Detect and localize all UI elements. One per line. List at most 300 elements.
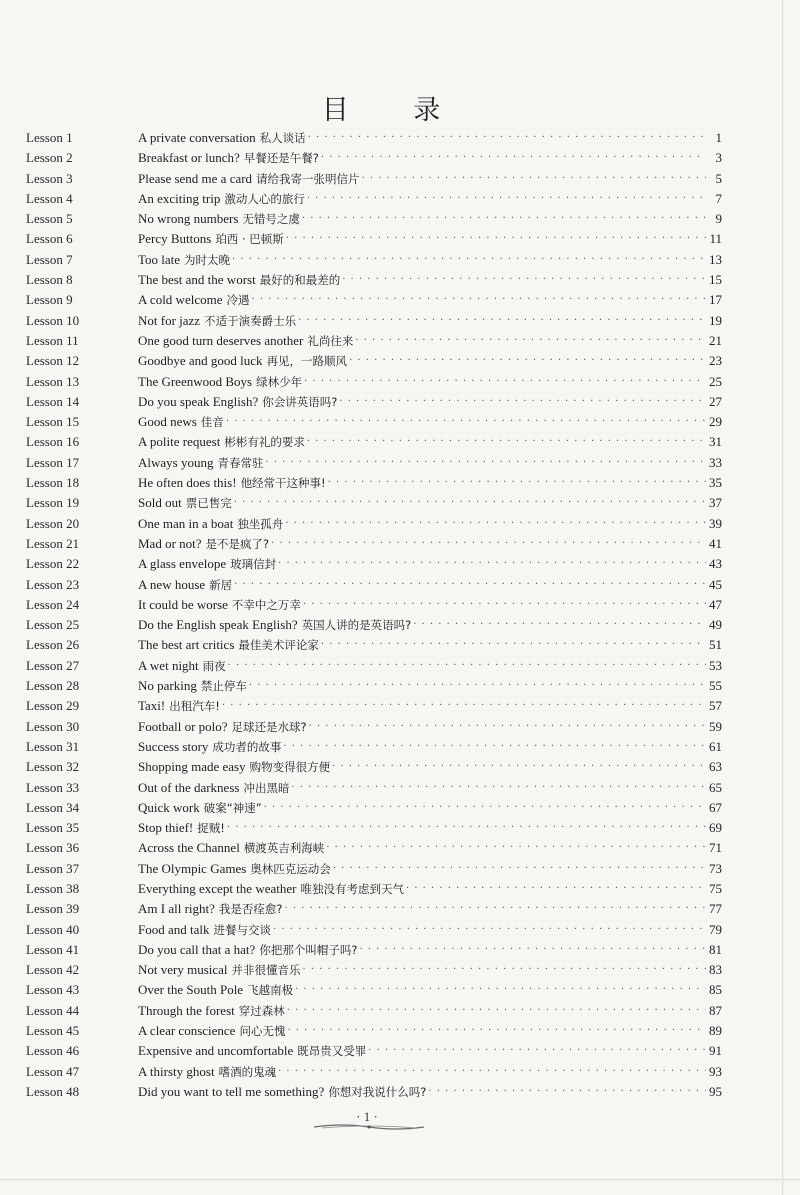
- dot-leader: [355, 331, 706, 351]
- lesson-title-english: One man in a boat: [138, 515, 234, 531]
- page-reference: 31: [709, 434, 722, 450]
- lesson-entry: [138, 250, 722, 270]
- toc-row: [26, 189, 722, 209]
- lesson-number: Lesson 2: [26, 150, 73, 166]
- lesson-entry: [138, 980, 722, 1000]
- lesson-title-chinese: 新居: [209, 577, 233, 592]
- lesson-title-chinese: 私人谈话: [259, 131, 306, 145]
- lesson-title-chinese: 既昂贵又受罪: [297, 1044, 367, 1059]
- toc-row: [26, 270, 722, 290]
- toc-row: [26, 331, 722, 351]
- dot-leader: [413, 615, 706, 635]
- dot-leader: [286, 229, 706, 249]
- lesson-entry: [138, 534, 722, 554]
- lesson-entry: [138, 595, 722, 615]
- lesson-title-english: The Olympic Games: [138, 860, 247, 876]
- lesson-title-english: Sold out: [138, 495, 182, 511]
- page-reference: 11: [709, 231, 722, 247]
- dot-leader: [302, 209, 706, 229]
- dot-leader: [428, 1082, 706, 1102]
- lesson-number: Lesson 5: [26, 211, 73, 227]
- dot-leader: [234, 575, 706, 595]
- toc-row: [26, 392, 722, 412]
- lesson-number: Lesson 18: [26, 475, 80, 491]
- lesson-title-chinese: 青春常驻: [217, 455, 264, 470]
- lesson-entry: [138, 798, 722, 818]
- lesson-number: Lesson 10: [26, 312, 80, 328]
- lesson-entry: [138, 920, 722, 940]
- toc-row: [26, 290, 722, 310]
- lesson-entry: [138, 656, 722, 676]
- toc-row: [26, 1021, 722, 1041]
- dot-leader: [333, 859, 706, 879]
- lesson-title-english: Football or polo?: [138, 718, 228, 734]
- toc-row: [26, 899, 722, 919]
- dot-leader: [291, 778, 706, 798]
- page-reference: 95: [709, 1083, 722, 1099]
- lesson-title-english: Am I all right?: [138, 901, 215, 917]
- lesson-title-chinese: 他经常干这种事!: [240, 476, 326, 491]
- lesson-title-english: Good news: [138, 414, 197, 430]
- dot-leader: [285, 899, 706, 919]
- page-reference: 23: [709, 353, 722, 369]
- lesson-number: Lesson 33: [26, 779, 80, 795]
- page-reference: 41: [709, 535, 722, 551]
- lesson-number: Lesson 3: [26, 170, 73, 186]
- lesson-number: Lesson 45: [26, 1023, 80, 1039]
- toc-row: [26, 595, 722, 615]
- lesson-entry: [138, 270, 722, 290]
- dot-leader: [309, 717, 706, 737]
- lesson-number: Lesson 19: [26, 495, 80, 511]
- page-reference: 47: [709, 596, 722, 612]
- table-of-contents: [26, 128, 722, 1102]
- dot-leader: [234, 493, 706, 513]
- lesson-entry: [138, 412, 722, 432]
- lesson-number: Lesson 46: [26, 1043, 80, 1059]
- page-reference: 89: [709, 1023, 722, 1039]
- lesson-title-chinese: 不适于演奏爵士乐: [204, 313, 297, 328]
- toc-row: [26, 148, 722, 168]
- lesson-title-chinese: 是不是疯了?: [205, 536, 270, 551]
- lesson-entry: [138, 575, 722, 595]
- toc-row: [26, 432, 722, 452]
- lesson-title-chinese: 你把那个叫帽子吗?: [259, 942, 358, 957]
- page-reference: 53: [709, 657, 722, 673]
- lesson-number: Lesson 9: [26, 292, 73, 308]
- lesson-title-english: Percy Buttons: [138, 231, 212, 247]
- lesson-title-english: Do you call that a hat?: [138, 941, 256, 957]
- lesson-entry: [138, 859, 722, 879]
- page-reference: 85: [709, 982, 722, 998]
- lesson-title-chinese: 我是否痊愈?: [218, 902, 283, 917]
- lesson-title-english: Taxi!: [138, 698, 166, 714]
- lesson-title-chinese: 请给我寄一张明信片: [256, 171, 360, 186]
- lesson-title-chinese: 禁止停车: [200, 679, 247, 694]
- lesson-title-chinese: 横渡英吉利海峡: [243, 841, 325, 856]
- lesson-number: Lesson 37: [26, 860, 80, 876]
- page-reference: 27: [709, 393, 722, 409]
- lesson-title-english: Stop thief!: [138, 820, 194, 836]
- page-reference: 21: [709, 332, 722, 348]
- dot-leader: [271, 534, 706, 554]
- page-reference: 35: [709, 475, 722, 491]
- lesson-title-english: The best art critics: [138, 637, 235, 653]
- lesson-number: Lesson 31: [26, 738, 80, 754]
- dot-leader: [303, 960, 706, 980]
- toc-row: [26, 879, 722, 899]
- page-edge-right: [782, 0, 784, 1195]
- lesson-title-chinese: 珀西 · 巴顿斯: [215, 232, 284, 247]
- lesson-number: Lesson 25: [26, 617, 80, 633]
- toc-row: [26, 372, 722, 392]
- lesson-title-english: Breakfast or lunch?: [138, 150, 240, 166]
- page-reference: 3: [715, 150, 722, 166]
- toc-row: [26, 656, 722, 676]
- lesson-title-english: A cold welcome: [138, 292, 223, 308]
- lesson-entry: [138, 189, 722, 209]
- page-reference: 51: [709, 637, 722, 653]
- lesson-title-english: Did you want to tell me something?: [138, 1083, 325, 1099]
- lesson-entry: [138, 128, 722, 148]
- lesson-title-english: A private conversation: [138, 130, 256, 145]
- lesson-entry: [138, 818, 722, 838]
- dot-leader: [227, 818, 706, 838]
- lesson-entry: [138, 1062, 722, 1082]
- toc-row: [26, 514, 722, 534]
- lesson-entry: [138, 392, 722, 412]
- lesson-number: Lesson 30: [26, 718, 80, 734]
- page-reference: 81: [709, 941, 722, 957]
- page-reference: 33: [709, 454, 722, 470]
- lesson-title-english: Over the South Pole: [138, 982, 244, 998]
- lesson-title-english: One good turn deserves another: [138, 332, 304, 348]
- dot-leader: [304, 372, 706, 392]
- lesson-title-chinese: 早餐还是午餐?: [243, 151, 319, 166]
- lesson-title-english: Do the English speak English?: [138, 617, 298, 633]
- dot-leader: [349, 351, 706, 371]
- page-reference: 57: [709, 698, 722, 714]
- toc-row: [26, 696, 722, 716]
- lesson-title-english: Across the Channel: [138, 840, 240, 856]
- lesson-title-chinese: 玻璃信封: [230, 557, 277, 572]
- lesson-title-english: Quick work: [138, 799, 200, 815]
- lesson-title-chinese: 冷遇: [226, 293, 250, 308]
- lesson-number: Lesson 20: [26, 515, 80, 531]
- page-reference: 15: [709, 272, 722, 288]
- lesson-title-chinese: 出租汽车!: [169, 699, 220, 714]
- page-reference: 91: [709, 1043, 722, 1059]
- page-reference: 65: [709, 779, 722, 795]
- lesson-title-chinese: 进餐与交谈: [213, 922, 271, 937]
- lesson-title-english: The best and the worst: [138, 272, 256, 288]
- lesson-title-english: A new house: [138, 576, 206, 592]
- lesson-number: Lesson 27: [26, 657, 80, 673]
- dot-leader: [226, 412, 706, 432]
- page-reference: 93: [709, 1063, 722, 1079]
- lesson-title-chinese: 激动人心的旅行: [224, 191, 305, 206]
- lesson-number: Lesson 6: [26, 231, 73, 247]
- page-number: · 1 ·: [356, 1109, 378, 1124]
- lesson-entry: [138, 676, 722, 696]
- toc-row: [26, 351, 722, 371]
- page-reference: 55: [709, 678, 722, 694]
- lesson-entry: [138, 1082, 722, 1102]
- toc-row: [26, 1082, 722, 1102]
- lesson-entry: [138, 960, 722, 980]
- lesson-title-chinese: 穿过森林: [238, 1003, 285, 1018]
- toc-row: [26, 311, 722, 331]
- lesson-entry: [138, 311, 722, 331]
- lesson-title-english: It could be worse: [138, 596, 228, 612]
- lesson-title-english: A thirsty ghost: [138, 1063, 215, 1079]
- lesson-title-english: Do you speak English?: [138, 393, 259, 409]
- lesson-title-chinese: 英国人讲的是英语吗?: [301, 618, 412, 633]
- lesson-entry: [138, 514, 722, 534]
- lesson-title-english: He often does this!: [138, 475, 237, 491]
- lesson-entry: [138, 453, 722, 473]
- dot-leader: [283, 737, 706, 757]
- footer-ornament-icon: [312, 1120, 426, 1132]
- page-reference: 19: [709, 312, 722, 328]
- page-reference: 5: [715, 170, 722, 186]
- toc-row: [26, 818, 722, 838]
- lesson-title-chinese: 为时太晚: [184, 252, 231, 267]
- lesson-title-chinese: 最好的和最差的: [259, 273, 341, 288]
- page-reference: 43: [709, 556, 722, 572]
- lesson-number: Lesson 48: [26, 1083, 80, 1099]
- lesson-title-chinese: 飞越南极: [247, 983, 294, 998]
- page-reference: 75: [709, 880, 722, 896]
- lesson-title-english: A wet night: [138, 657, 199, 673]
- toc-row: [26, 980, 722, 1000]
- lesson-title-chinese: 无错号之虞: [242, 212, 300, 227]
- toc-row: [26, 575, 722, 595]
- toc-row: [26, 920, 722, 940]
- dot-leader: [273, 920, 706, 940]
- lesson-entry: [138, 778, 722, 798]
- lesson-number: Lesson 4: [26, 190, 73, 206]
- lesson-entry: [138, 615, 722, 635]
- toc-row: [26, 737, 722, 757]
- lesson-title-chinese: 不幸中之万幸: [231, 597, 301, 612]
- page-reference: 7: [715, 190, 722, 206]
- dot-leader: [287, 1021, 706, 1041]
- dot-leader: [328, 473, 706, 493]
- lesson-title-chinese: 再见，一路顺风: [266, 354, 348, 369]
- lesson-entry: [138, 473, 722, 493]
- lesson-entry: [138, 372, 722, 392]
- lesson-title-chinese: 你想对我说什么吗?: [328, 1084, 427, 1099]
- lesson-entry: [138, 838, 722, 858]
- toc-row: [26, 493, 722, 513]
- lesson-title-english: Not very musical: [138, 962, 228, 978]
- lesson-number: Lesson 47: [26, 1063, 80, 1079]
- lesson-title-chinese: 破案“神速”: [203, 800, 262, 815]
- page-reference: 67: [709, 799, 722, 815]
- dot-leader: [326, 838, 706, 858]
- lesson-title-english: A polite request: [138, 434, 221, 450]
- page-reference: 69: [709, 820, 722, 836]
- lesson-entry: [138, 351, 722, 371]
- lesson-title-english: Goodbye and good luck: [138, 353, 263, 369]
- lesson-number: Lesson 26: [26, 637, 80, 653]
- lesson-title-chinese: 票已售完: [185, 496, 232, 511]
- lesson-entry: [138, 229, 722, 249]
- lesson-title-english: Mad or not?: [138, 535, 202, 551]
- lesson-entry: [138, 290, 722, 310]
- lesson-entry: [138, 148, 722, 168]
- lesson-title-chinese: 绿林少年: [256, 374, 303, 389]
- lesson-entry: [138, 879, 722, 899]
- lesson-number: Lesson 34: [26, 799, 80, 815]
- dot-leader: [278, 1062, 706, 1082]
- lesson-entry: [138, 899, 722, 919]
- dot-leader: [222, 696, 706, 716]
- dot-leader: [368, 1041, 706, 1061]
- lesson-number: Lesson 23: [26, 576, 80, 592]
- page-reference: 1: [715, 130, 722, 145]
- lesson-number: Lesson 32: [26, 759, 80, 775]
- lesson-title-english: No wrong numbers: [138, 211, 239, 227]
- dot-leader: [264, 798, 706, 818]
- page-reference: 87: [709, 1002, 722, 1018]
- lesson-title-chinese: 奥林匹克运动会: [250, 861, 331, 876]
- lesson-number: Lesson 35: [26, 820, 80, 836]
- dot-leader: [298, 311, 706, 331]
- toc-row: [26, 534, 722, 554]
- lesson-entry: [138, 635, 722, 655]
- lesson-title-chinese: 最佳美术评论家: [238, 638, 319, 653]
- lesson-number: Lesson 44: [26, 1002, 80, 1018]
- toc-row: [26, 757, 722, 777]
- lesson-number: Lesson 21: [26, 535, 80, 551]
- page-reference: 77: [709, 901, 722, 917]
- dot-leader: [321, 148, 706, 168]
- lesson-title-english: Everything except the weather: [138, 880, 297, 896]
- lesson-entry: [138, 1021, 722, 1041]
- lesson-title-chinese: 你会讲英语吗?: [262, 394, 338, 409]
- lesson-title-english: Success story: [138, 738, 209, 754]
- page-reference: 63: [709, 759, 722, 775]
- dot-leader: [278, 554, 706, 574]
- lesson-title-chinese: 购物变得很方便: [249, 760, 331, 775]
- lesson-title-english: Please send me a card: [138, 170, 253, 186]
- toc-row: [26, 473, 722, 493]
- toc-row: [26, 209, 722, 229]
- lesson-title-english: A clear conscience: [138, 1023, 236, 1039]
- dot-leader: [308, 128, 706, 148]
- toc-row: [26, 838, 722, 858]
- lesson-title-english: Expensive and uncomfortable: [138, 1043, 294, 1059]
- lesson-number: Lesson 24: [26, 596, 80, 612]
- toc-row: [26, 412, 722, 432]
- lesson-entry: [138, 717, 722, 737]
- lesson-number: Lesson 13: [26, 373, 80, 389]
- lesson-number: Lesson 12: [26, 353, 80, 369]
- lesson-title-chinese: 成功者的故事: [212, 739, 282, 754]
- toc-row: [26, 229, 722, 249]
- page-title: 目 录: [321, 95, 469, 126]
- page-reference: 25: [709, 373, 722, 389]
- toc-row: [26, 635, 722, 655]
- lesson-number: Lesson 39: [26, 901, 80, 917]
- lesson-title-english: No parking: [138, 678, 197, 694]
- lesson-title-english: A glass envelope: [138, 556, 227, 572]
- lesson-entry: [138, 493, 722, 513]
- lesson-number: Lesson 17: [26, 454, 80, 470]
- lesson-number: Lesson 8: [26, 272, 73, 288]
- lesson-number: Lesson 29: [26, 698, 80, 714]
- lesson-entry: [138, 737, 722, 757]
- dot-leader: [339, 392, 706, 412]
- lesson-number: Lesson 40: [26, 921, 80, 937]
- dot-leader: [307, 189, 706, 209]
- lesson-number: Lesson 43: [26, 982, 80, 998]
- lesson-entry: [138, 432, 722, 452]
- lesson-entry: [138, 757, 722, 777]
- dot-leader: [342, 270, 706, 290]
- dot-leader: [232, 250, 706, 270]
- toc-row: [26, 798, 722, 818]
- lesson-number: Lesson 38: [26, 880, 80, 896]
- page-reference: 39: [709, 515, 722, 531]
- lesson-title-chinese: 彬彬有礼的要求: [224, 435, 305, 450]
- page-edge-bottom: [0, 1179, 800, 1181]
- dot-leader: [228, 656, 706, 676]
- lesson-title-chinese: 佳音: [200, 415, 224, 430]
- lesson-title-english: Always young: [138, 454, 214, 470]
- lesson-entry: [138, 169, 722, 189]
- page-reference: 73: [709, 860, 722, 876]
- page-reference: 83: [709, 962, 722, 978]
- page-reference: 37: [709, 495, 722, 511]
- lesson-number: Lesson 14: [26, 393, 80, 409]
- page-reference: 45: [709, 576, 722, 592]
- dot-leader: [295, 980, 706, 1000]
- dot-leader: [321, 635, 706, 655]
- toc-row: [26, 128, 722, 148]
- page-reference: 59: [709, 718, 722, 734]
- lesson-title-chinese: 嗜酒的鬼魂: [218, 1064, 277, 1079]
- lesson-title-chinese: 捉贼!: [197, 821, 225, 836]
- lesson-title-chinese: 冲出黑暗: [243, 780, 290, 795]
- lesson-entry: [138, 331, 722, 351]
- toc-row: [26, 859, 722, 879]
- dot-leader: [307, 432, 706, 452]
- page-reference: 79: [709, 921, 722, 937]
- page-reference: 17: [709, 292, 722, 308]
- lesson-title-english: The Greenwood Boys: [138, 373, 253, 389]
- toc-row: [26, 717, 722, 737]
- dot-leader: [359, 940, 706, 960]
- toc-row: [26, 1041, 722, 1061]
- lesson-number: Lesson 28: [26, 678, 80, 694]
- lesson-title-chinese: 并非很懂音乐: [231, 963, 301, 978]
- lesson-title-chinese: 独坐孤舟: [237, 516, 284, 531]
- toc-row: [26, 1062, 722, 1082]
- dot-leader: [287, 1001, 706, 1021]
- lesson-number: Lesson 42: [26, 962, 80, 978]
- toc-row: [26, 453, 722, 473]
- page-reference: 29: [709, 414, 722, 430]
- dot-leader: [249, 676, 706, 696]
- lesson-title-chinese: 唯独没有考虑到天气: [300, 881, 404, 896]
- toc-row: [26, 615, 722, 635]
- dot-leader: [265, 453, 706, 473]
- lesson-title-chinese: 礼尚往来: [307, 333, 354, 348]
- lesson-title-english: Out of the darkness: [138, 779, 240, 795]
